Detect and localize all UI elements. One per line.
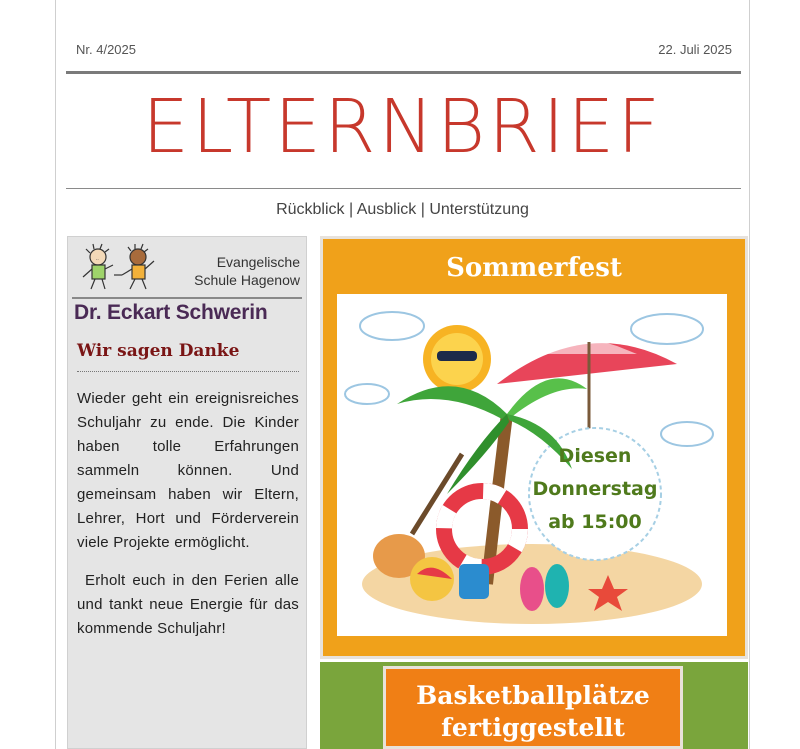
beach-ball-icon [410,557,454,601]
svg-text:..: .. [96,256,99,262]
bucket-icon [459,564,489,599]
school-name [194,253,300,289]
issue-number: Nr. 4/2025 [76,42,136,57]
article-heading: Wir sagen Danke [77,341,240,361]
basketball-card [383,666,683,749]
beach-illustration [337,294,727,636]
article-paragraph: Erholt euch in den Ferien alle und tankt neue Energie für das kommende Schuljahr! [77,572,299,637]
sidebar-column [67,236,307,749]
sun-icon [423,325,491,393]
basketball-title [386,680,680,744]
badge-line2: Donnerstag [532,478,658,500]
badge-line1: Diesen [558,445,632,467]
article-paragraph: Wieder geht ein ereignisreiches Schuljahr zu ende. Die Kinder haben tolle Erfahrungen sammeln können. Und gemeinsam haben wir Eltern, Lehrer, Hort und Förderverein viele Projekte ermöglicht. [77,390,299,551]
tagline: Rückblick | Ausblick | Unterstützung [276,201,529,218]
basketball-title-line1: Basketballplätze [416,681,650,710]
school-name-line1: Evangelische [216,254,300,270]
masthead-rule [66,188,741,189]
sommerfest-title: Sommerfest [446,253,622,283]
badge-line3: ab 15:00 [548,511,642,533]
issue-date: 22. Juli 2025 [658,42,732,57]
sommerfest-card [320,236,748,659]
newsletter-page [55,0,750,749]
basketball-title-line2: fertiggestellt [441,713,625,742]
dotted-divider [77,371,299,372]
flip-flop-icon [520,567,544,611]
masthead-title: ELTERNBRIEF [142,84,663,170]
feature-column [320,236,748,749]
article-body [77,387,299,655]
top-rule [66,71,741,74]
logo-divider [72,297,302,299]
org-name: Dr. Eckart Schwerin [74,301,268,324]
school-name-line2: Schule Hagenow [194,272,300,288]
